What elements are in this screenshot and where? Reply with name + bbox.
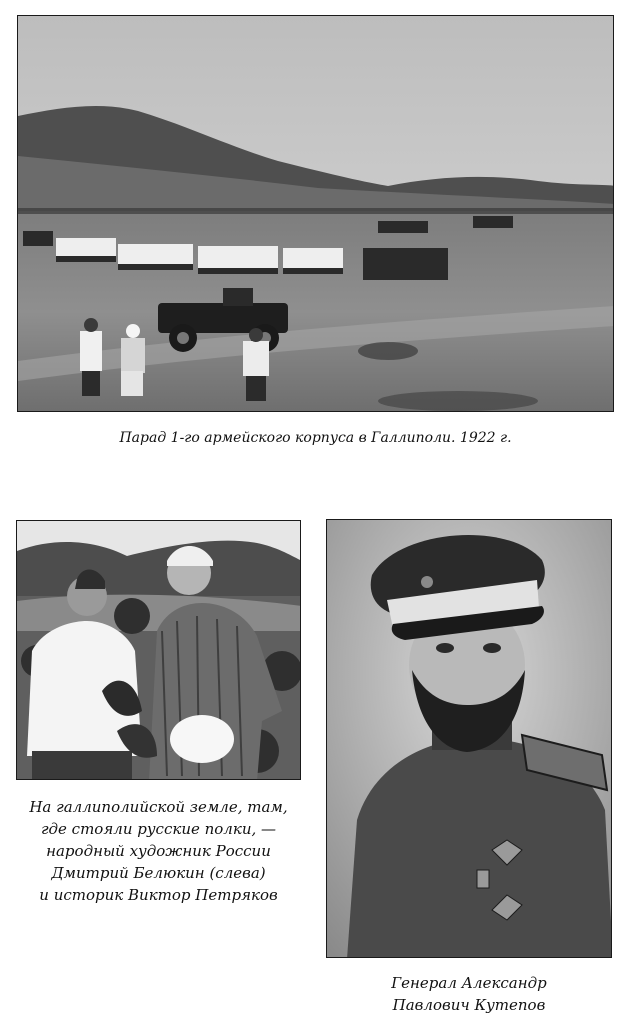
kutepov-portrait-image — [327, 520, 612, 958]
kutepov-caption-line: Павлович Кутепов — [392, 996, 546, 1014]
gallipoli-caption-line: где стояли русские полки, — — [40, 820, 277, 838]
parade-photo-image — [18, 16, 614, 412]
gallipoli-caption-line: Дмитрий Белюкин (слева) — [51, 864, 266, 882]
gallipoli-caption-line: народный художник России — [46, 842, 271, 860]
parade-photo — [17, 15, 614, 412]
gallipoli-caption — [16, 796, 301, 906]
gallipoli-caption-line: и историк Виктор Петряков — [39, 886, 278, 904]
kutepov-caption-line: Генерал Александр — [391, 974, 547, 992]
kutepov-portrait-photo — [326, 519, 612, 958]
gallipoli-caption-line: На галлиполийской земле, там, — [29, 798, 288, 816]
kutepov-caption — [326, 972, 612, 1016]
gallipoli-photo — [16, 520, 301, 780]
gallipoli-photo-image — [17, 521, 301, 780]
parade-caption: Парад 1-го армейского корпуса в Галлиполи. 1922 г. — [119, 430, 512, 446]
